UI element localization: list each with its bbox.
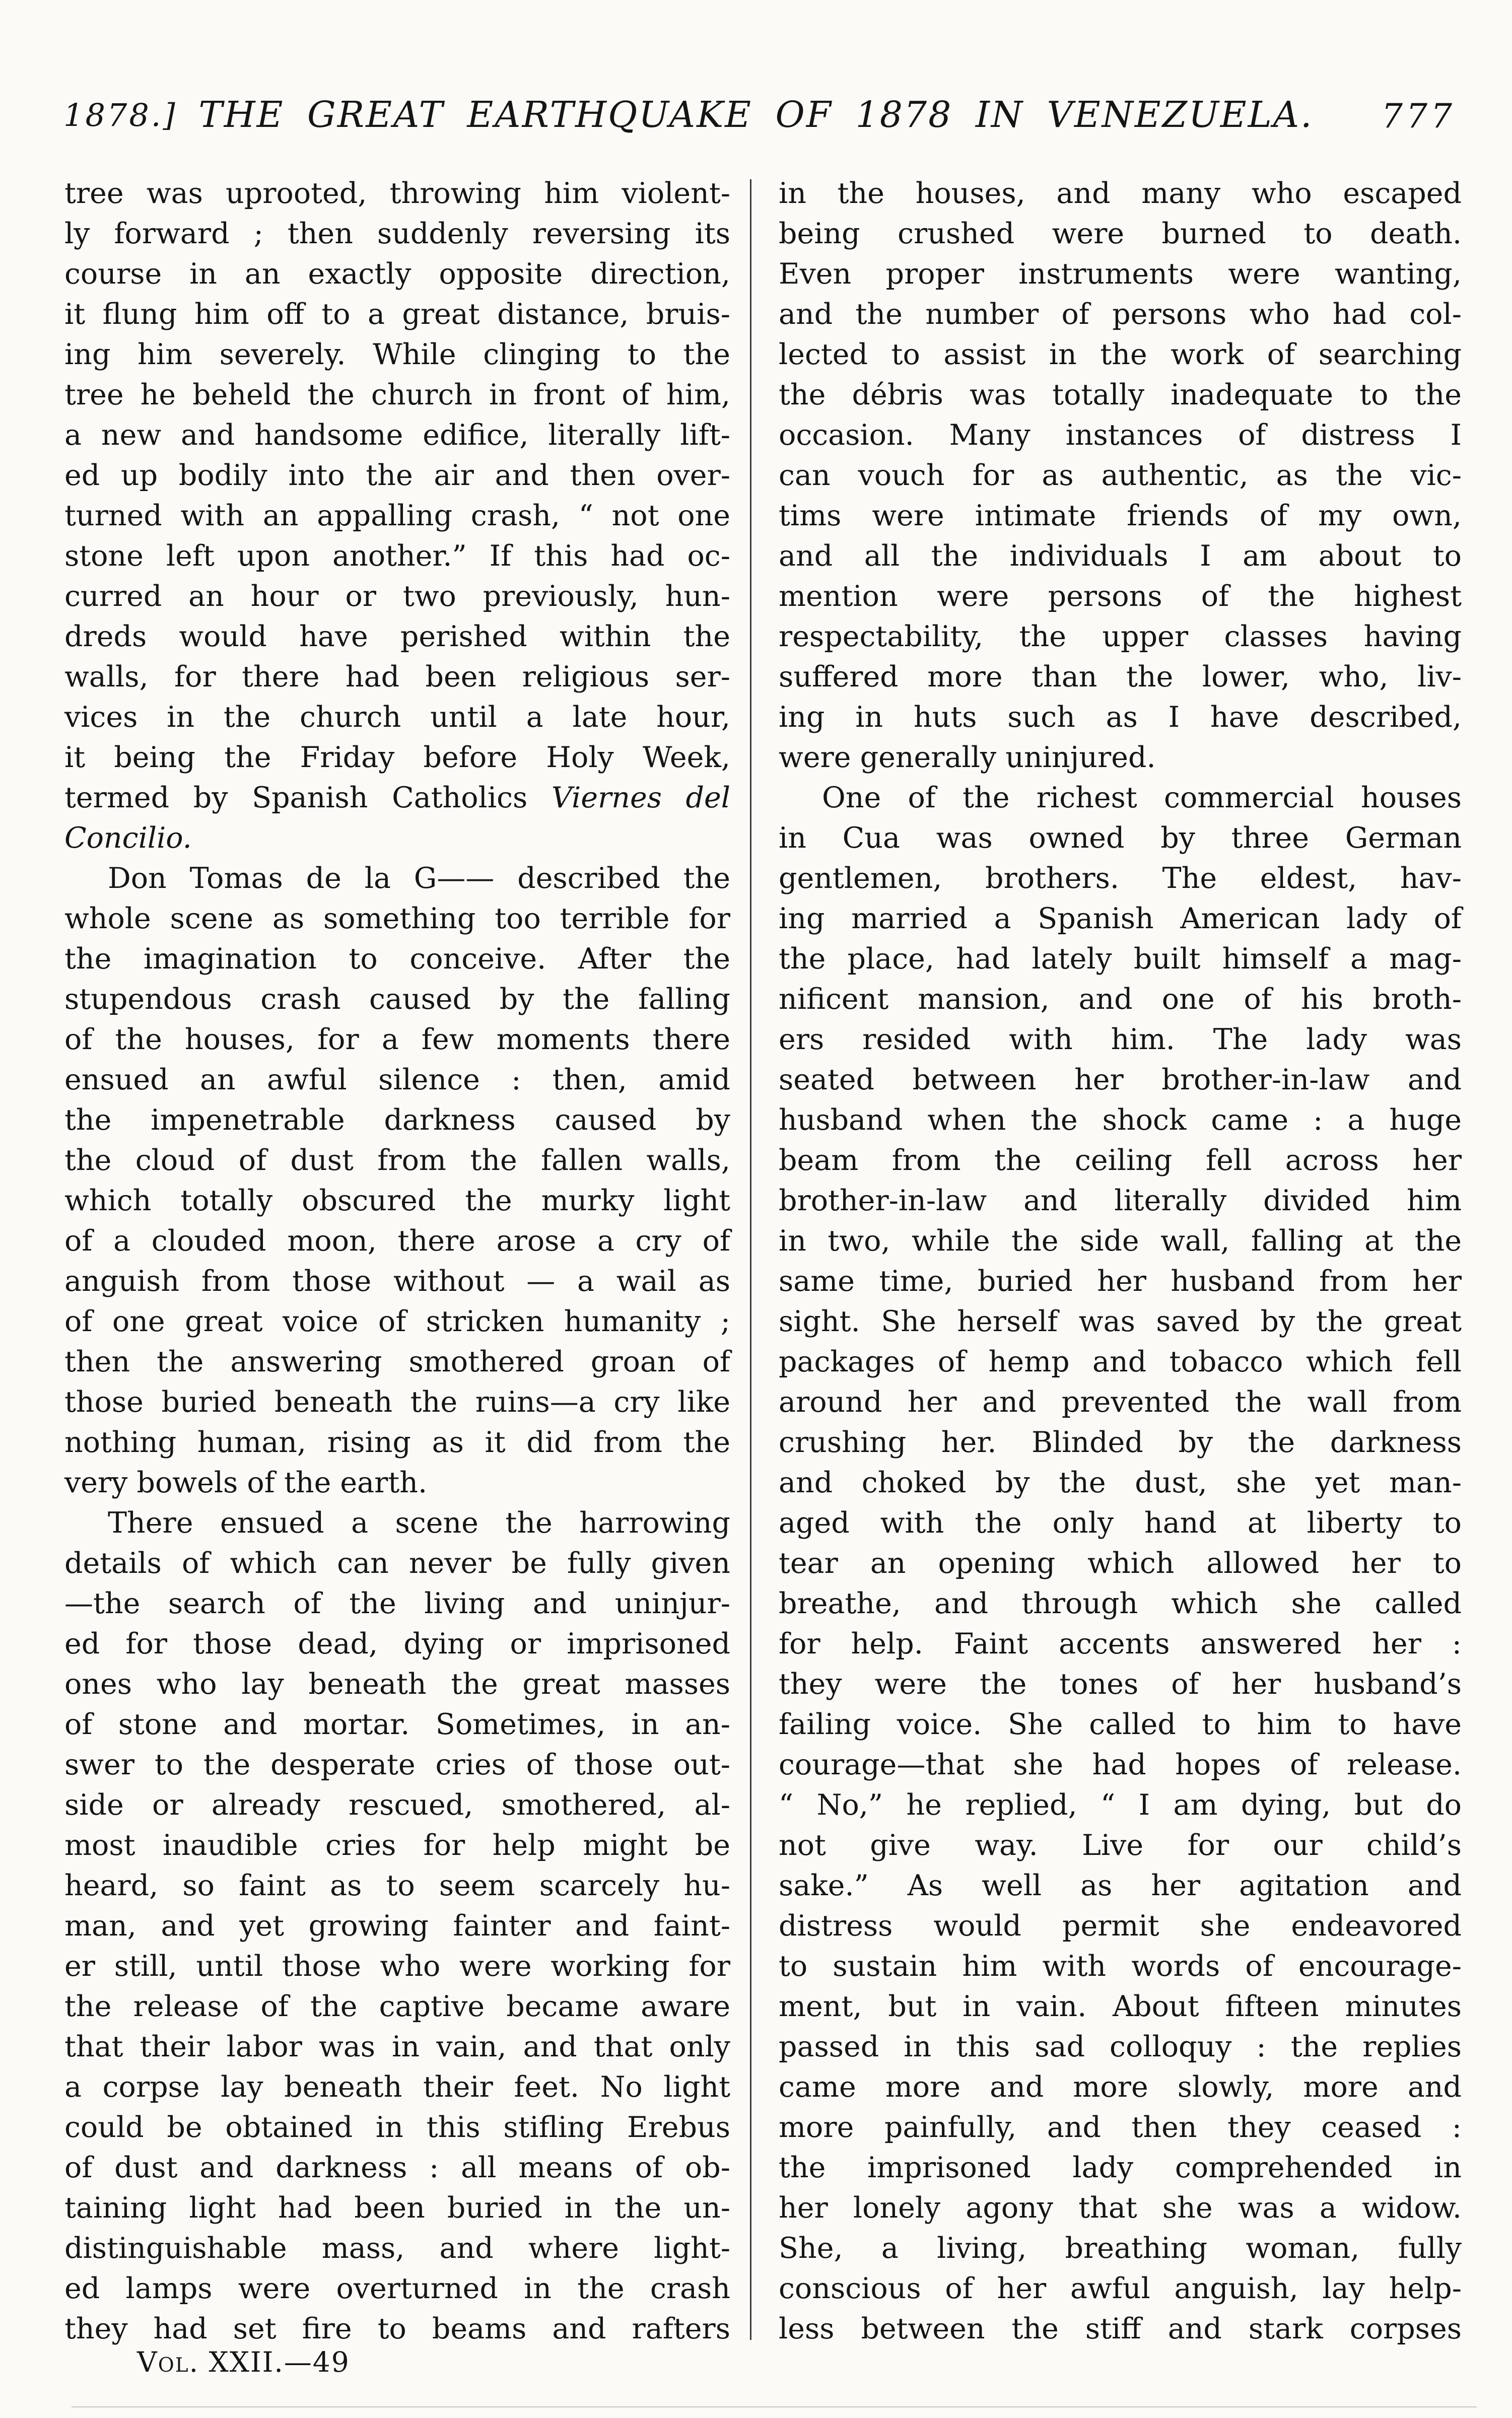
text-line: and choked by the dust, she yet man- [779,1466,1462,1499]
text-line: passed in this sad colloquy : the replies [779,2030,1462,2063]
text-line: the débris was totally inadequate to the [779,378,1462,411]
page-number: 777 [1382,97,1456,135]
text-line: less between the stiff and stark corpses [779,2312,1462,2345]
text-line: the imprisoned lady comprehended in [779,2151,1462,2184]
text-line: tims were intimate friends of my own, [779,499,1462,532]
text-line: most inaudible cries for help might be [64,1829,730,1862]
column-divider-rule [750,179,751,2340]
text-column-left [64,173,730,2349]
text-line: whole scene as something too terrible for [64,902,730,935]
text-line: the cloud of dust from the fallen walls, [64,1144,730,1177]
text-line: in Cua was owned by three German [779,821,1462,855]
text-line: mention were persons of the highest [779,580,1462,613]
text-line: stone left upon another.” If this had oc- [64,539,730,573]
text-line: ly forward ; then suddenly reversing its [64,217,730,250]
italic-phrase: Concilio. [64,821,192,855]
text-line: ing married a Spanish American lady of [779,902,1462,935]
text-line: husband when the shock came : a huge [779,1103,1462,1137]
text-line: ing him severely. While clinging to the [64,338,730,371]
text-line: ing in huts such as I have described, [779,701,1462,734]
text-line: failing voice. She called to him to have [779,1708,1462,1741]
text-line: Don Tomas de la G—— described the [108,862,730,895]
text-segment: termed by Spanish Catholics [64,781,552,814]
text-line: conscious of her awful anguish, lay help- [779,2272,1462,2305]
text-line: and all the individuals I am about to [779,539,1462,573]
text-line: ensued an awful silence : then, amid [64,1063,730,1096]
text-line: taining light had been buried in the un- [64,2191,730,2225]
text-line: then the answering smothered groan of [64,1345,730,1378]
text-line: being crushed were burned to death. [779,217,1462,250]
text-line: they were the tones of her husband’s [779,1668,1462,1701]
text-column-right [779,173,1462,2349]
text-line: packages of hemp and tobacco which fell [779,1345,1462,1378]
text-line: a corpse lay beneath their feet. No light [64,2070,730,2104]
text-line: very bowels of the earth. [64,1466,428,1499]
text-line: curred an hour or two previously, hun- [64,580,730,613]
text-line: ed up bodily into the air and then over- [64,459,730,492]
text-line: —the search of the living and uninjur- [64,1587,730,1620]
text-line: sake.” As well as her agitation and [779,1869,1462,1902]
text-line: brother-in-law and literally divided him [779,1184,1462,1217]
text-line: same time, buried her husband from her [779,1265,1462,1298]
text-line: tree he beheld the church in front of him, [64,378,730,411]
scan-artifact-hairline [72,2406,1477,2407]
text-line: breathe, and through which she called [779,1587,1462,1620]
text-line: er still, until those who were working for [64,1950,730,1983]
text-line: ment, but in vain. About fifteen minutes [779,1990,1462,2023]
text-line: were generally uninjured. [779,741,1156,774]
text-line: a new and handsome edifice, literally lift- [64,419,730,452]
text-line: dreds would have perished within the [64,620,730,653]
text-line: walls, for there had been religious ser- [64,660,730,694]
text-line: side or already rescued, smothered, al- [64,1788,730,1822]
text-line: distress would permit she endeavored [779,1909,1462,1943]
header-year: 1878.] [63,97,177,133]
text-line: She, a living, breathing woman, fully [779,2232,1462,2265]
text-line: beam from the ceiling fell across her [779,1144,1462,1177]
text-line: it being the Friday before Holy Week, [64,741,730,774]
text-line: tear an opening which allowed her to [779,1547,1462,1580]
text-line: courage—that she had hopes of release. [779,1748,1462,1781]
text-line: not give way. Live for our child’s [779,1829,1462,1862]
text-line: could be obtained in this stifling Erebus [64,2111,730,2144]
text-line: aged with the only hand at liberty to [779,1506,1462,1540]
text-line [64,778,730,818]
text-line: ers resided with him. The lady was [779,1023,1462,1056]
text-line: that their labor was in vain, and that only [64,2030,730,2063]
text-line: the release of the captive became aware [64,1990,730,2023]
text-line: can vouch for as authentic, as the vic- [779,459,1462,492]
text-line: her lonely agony that she was a widow. [779,2191,1462,2225]
text-line: man, and yet growing fainter and faint- [64,1909,730,1943]
text-line: ed for those dead, dying or imprisoned [64,1627,730,1661]
text-line: of a clouded moon, there arose a cry of [64,1224,730,1258]
text-line: There ensued a scene the harrowing [108,1506,730,1540]
text-line: to sustain him with words of encourage- [779,1950,1462,1983]
text-line: and the number of persons who had col- [779,298,1462,331]
text-line: they had set fire to beams and rafters [64,2312,730,2345]
text-line [64,818,730,858]
page-title: THE GREAT EARTHQUAKE OF 1878 IN VENEZUELA. [198,94,1314,135]
text-line: of one great voice of stricken humanity ; [64,1305,730,1338]
text-line: crushing her. Blinded by the darkness [779,1426,1462,1459]
text-line: heard, so faint as to seem scarcely hu- [64,1869,730,1902]
text-line: the place, had lately built himself a mag- [779,942,1462,976]
text-line: Even proper instruments were wanting, [779,257,1462,291]
text-line: for help. Faint accents answered her : [779,1627,1462,1661]
volume-footnote: Vol. XXII.—49 [137,2346,350,2378]
text-line: “ No,” he replied, “ I am dying, but do [779,1788,1462,1822]
text-line: nothing human, rising as it did from the [64,1426,730,1459]
text-line: One of the richest commercial houses [822,781,1462,814]
text-line: more painfully, and then they ceased : [779,2111,1462,2144]
text-line: anguish from those without — a wail as [64,1265,730,1298]
text-line: of stone and mortar. Sometimes, in an- [64,1708,730,1741]
text-line: of the houses, for a few moments there [64,1023,730,1056]
text-line: respectability, the upper classes having [779,620,1462,653]
text-line: ones who lay beneath the great masses [64,1668,730,1701]
text-line: lected to assist in the work of searching [779,338,1462,371]
text-line: in the houses, and many who escaped [779,177,1462,210]
text-line: of dust and darkness : all means of ob- [64,2151,730,2184]
text-line: tree was uprooted, throwing him violent- [64,177,730,210]
text-line: occasion. Many instances of distress I [779,419,1462,452]
text-line: stupendous crash caused by the falling [64,983,730,1016]
text-line: nificent mansion, and one of his broth- [779,983,1462,1016]
text-line: swer to the desperate cries of those out- [64,1748,730,1781]
text-line: details of which can never be fully given [64,1547,730,1580]
text-line: course in an exactly opposite direction, [64,257,730,291]
text-line: which totally obscured the murky light [64,1184,730,1217]
text-line: sight. She herself was saved by the great [779,1305,1462,1338]
text-line: turned with an appalling crash, “ not one [64,499,730,532]
text-line: seated between her brother-in-law and [779,1063,1462,1096]
text-line: vices in the church until a late hour, [64,701,730,734]
text-line: the imagination to conceive. After the [64,942,730,976]
text-line: in two, while the side wall, falling at the [779,1224,1462,1258]
text-line: it flung him off to a great distance, bruis- [64,298,730,331]
text-line: those buried beneath the ruins—a cry like [64,1386,730,1419]
text-line: gentlemen, brothers. The eldest, hav- [779,862,1462,895]
text-line: suffered more than the lower, who, liv- [779,660,1462,694]
text-line: came more and more slowly, more and [779,2070,1462,2104]
italic-phrase: Viernes del [551,781,731,814]
text-line: the impenetrable darkness caused by [64,1103,730,1137]
text-line: around her and prevented the wall from [779,1386,1462,1419]
text-line: ed lamps were overturned in the crash [64,2272,730,2305]
text-line: distinguishable mass, and where light- [64,2232,730,2265]
